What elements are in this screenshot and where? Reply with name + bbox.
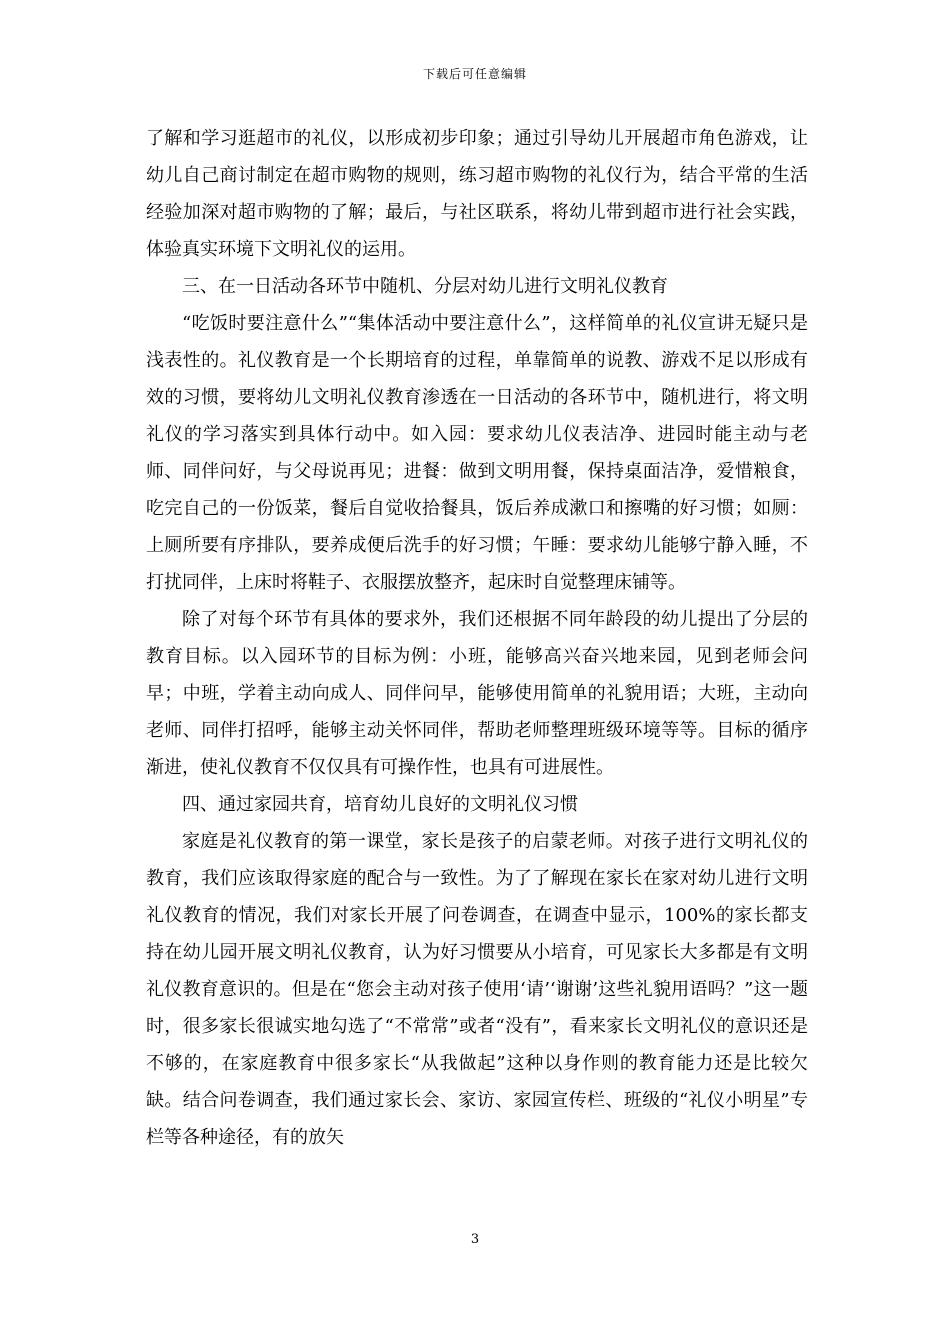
- section-heading: 三、在一日活动各环节中随机、分层对幼儿进行文明礼仪教育: [182, 276, 668, 297]
- paragraph: “吃饭时要注意什么”“集体活动中要注意什么”，这样简单的礼仪宣讲无疑只是浅表性的。礼仪教育是一个长期培育的过程，单靠简单的说教、游戏不足以形成有效的习惯，要将幼儿文明礼仪教育渗透在一日活动的各环节中，随机进行，将文明礼仪的学习落实到具体行动中。如入园：要求幼儿仪表洁净、进园时能主动与老师、同伴问好，与父母说再见；进餐：做到文明用餐，保持桌面洁净，爱惜粮食，吃完自己的一份饭菜，餐后自觉收拾餐具，饭后养成漱口和擦嘴的好习惯；如厕：上厕所要有序排队，要养成便后洗手的好习惯；午睡：要求幼儿能够宁静入睡，不打扰同伴，上床时将鞋子、衣服摆放整齐，起床时自觉整理床铺等。: [146, 313, 808, 593]
- paragraph: 家庭是礼仪教育的第一课堂，家长是孩子的启蒙老师。对孩子进行文明礼仪的教育，我们应该取得家庭的配合与一致性。为了了解现在家长在家对幼儿进行文明礼仪教育的情况，我们对家长开展了问卷调查，在调查中显示，100%的家长都支持在幼儿园开展文明礼仪教育，认为好习惯要从小培育，可见家长大多都是有文明礼仪教育意识的。但是在“您会主动对孩子使用‘请’‘谢谢’这些礼貌用语吗？”这一题时，很多家长很诚实地勾选了“不常常”或者“没有”，看来家长文明礼仪的意识还是不够的，在家庭教育中很多家长“从我做起”这种以身作则的教育能力还是比较欠缺。结合问卷调查，我们通过家长会、家访、家园宣传栏、班级的“礼仪小明星”专栏等各种途径，有的放矢: [146, 831, 808, 1148]
- paragraph: 了解和学习逛超市的礼仪，以形成初步印象；通过引导幼儿开展超市角色游戏，让幼儿自己商讨制定在超市购物的规则，练习超市购物的礼仪行为，结合平常的生活经验加深对超市购物的了解；最后，与社区联系，将幼儿带到超市进行社会实践，体验真实环境下文明礼仪的运用。: [146, 128, 808, 260]
- paragraph: 除了对每个环节有具体的要求外，我们还根据不同年龄段的幼儿提出了分层的教育目标。以入园环节的目标为例：小班，能够高兴奋兴地来园，见到老师会问早；中班，学着主动向成人、同伴问早，能够使用简单的礼貌用语；大班，主动向老师、同伴打招呼，能够主动关怀同伴，帮助老师整理班级环境等等。目标的循序渐进，使礼仪教育不仅仅具有可操作性，也具有可进展性。: [146, 609, 808, 778]
- section-heading: 四、通过家园共育，培育幼儿良好的文明礼仪习惯: [182, 794, 578, 815]
- document-body: [146, 120, 808, 1156]
- page-header: 下载后可任意编辑: [422, 67, 527, 81]
- page-number: 3: [470, 1232, 480, 1247]
